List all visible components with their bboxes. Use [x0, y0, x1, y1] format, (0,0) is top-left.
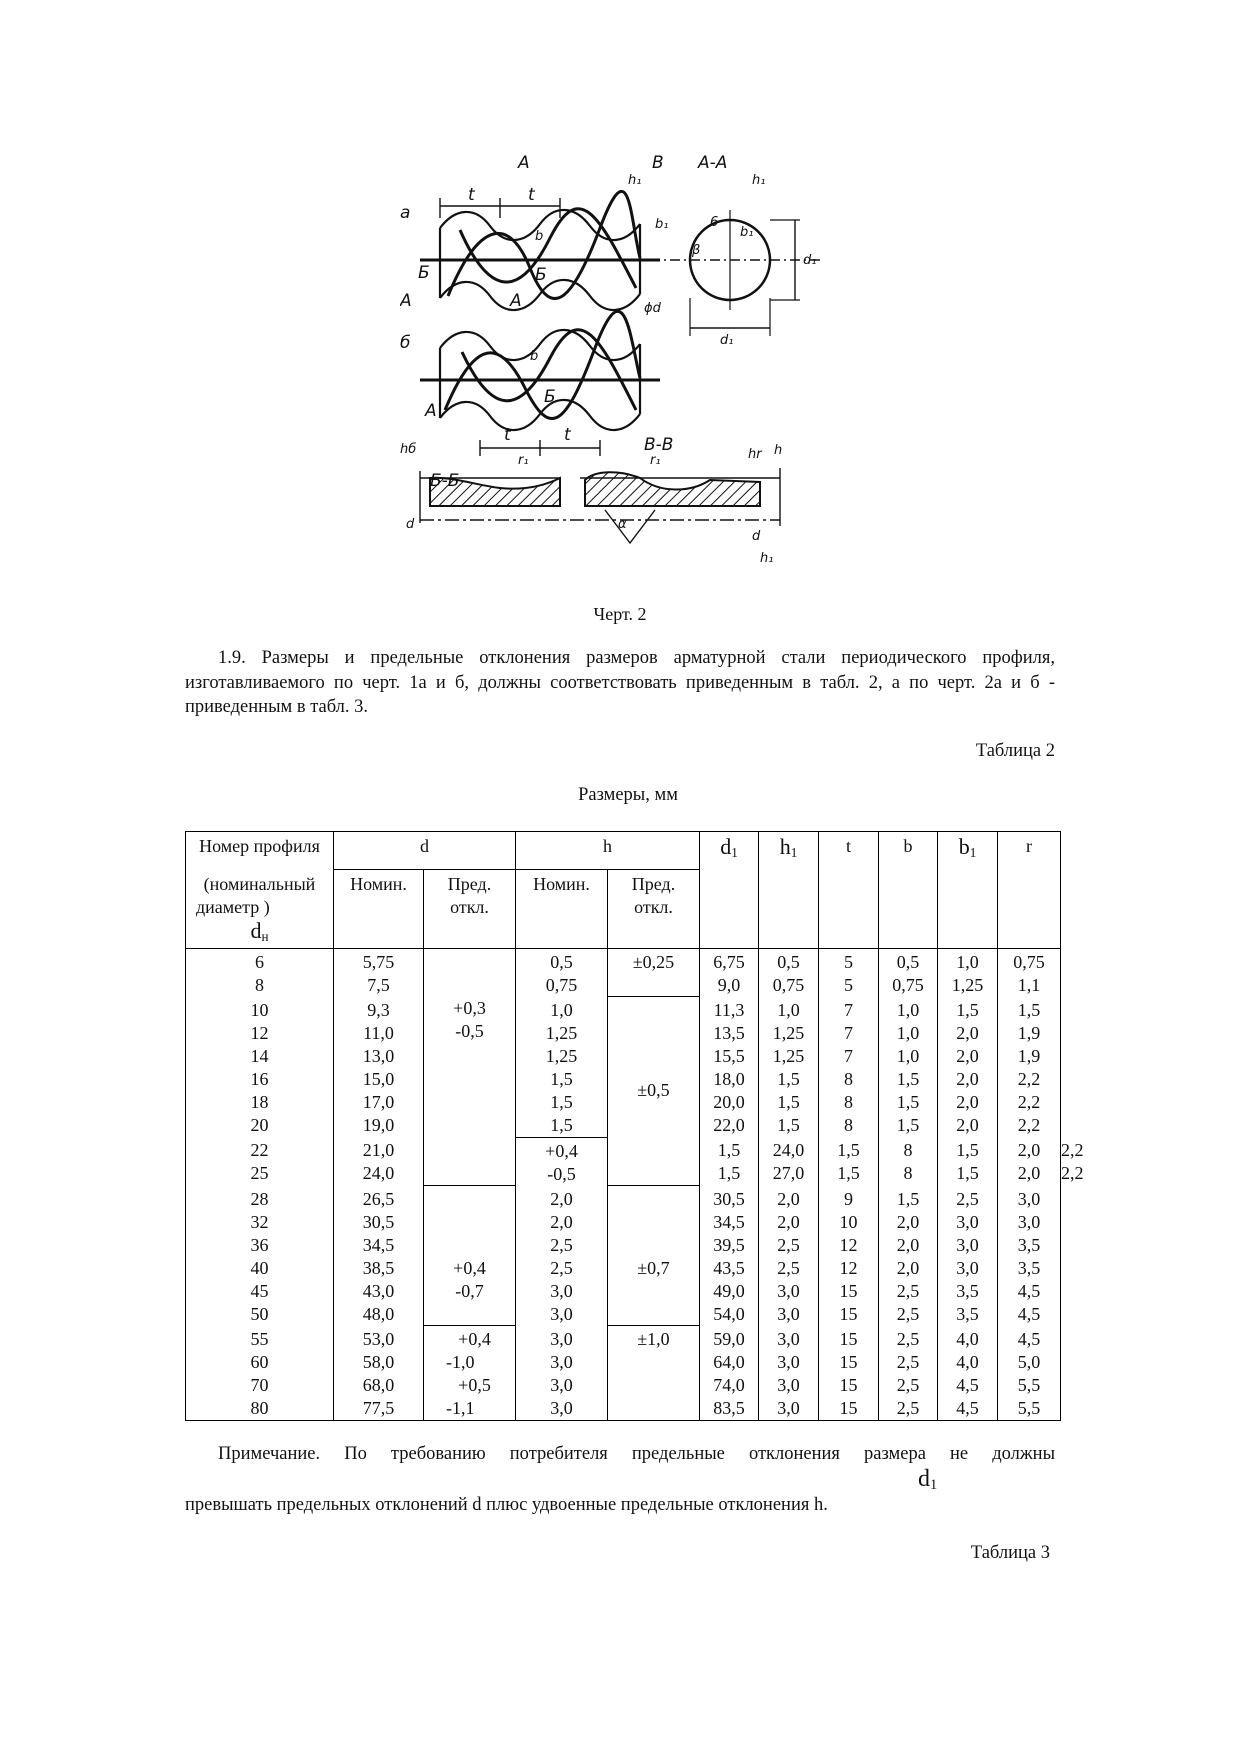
col-d-deviation: +0,4 -1,0 +0,5 -1,1	[424, 1326, 516, 1421]
figure-caption: Черт. 2	[593, 604, 647, 624]
col-b1: 2,5 3,0 3,0 3,0 3,5 3,5	[938, 1186, 998, 1326]
header-nominal-diameter: (номинальный диаметр ) $d_н$	[186, 870, 334, 949]
svg-text:β: β	[692, 243, 701, 258]
svg-text:t: t	[564, 425, 571, 445]
col-b: 1,0 1,0 1,0 1,5 1,5 1,5	[879, 997, 938, 1138]
svg-text:d₁: d₁	[720, 333, 734, 348]
table-row-group-1	[186, 948, 1061, 997]
col-b: 0,5 0,75	[879, 948, 938, 997]
svg-text:Б: Б	[418, 263, 430, 283]
col-d-nominal: 26,5 30,5 34,5 38,5 43,0 48,0	[334, 1186, 424, 1326]
col-h1: 0,5 0,75	[759, 948, 819, 997]
svg-text:В-В: В-В	[644, 435, 674, 455]
col-t: 9 10 12 12 15 15	[819, 1186, 879, 1326]
header-b: b	[879, 832, 938, 949]
header-t: t	[819, 832, 879, 949]
col-h1: 2,0 2,0 2,5 2,5 3,0 3,0	[759, 1186, 819, 1326]
col-profile: 28 32 36 40 45 50	[186, 1186, 334, 1326]
svg-text:А: А	[518, 153, 530, 173]
svg-text:b₁: b₁	[740, 225, 754, 240]
col-b1: 1,0 1,25	[938, 948, 998, 997]
col-d-nominal: 5,75 7,5	[334, 948, 424, 997]
col-d1: 11,3 13,5 15,5 18,0 20,0 22,0	[700, 997, 759, 1138]
col-h-deviation: ±0,7	[608, 1186, 700, 1326]
col-h-nominal: 2,0 2,0 2,5 2,5 3,0 3,0	[516, 1186, 608, 1326]
svg-text:t: t	[468, 185, 475, 205]
header-b1: $b_1$	[938, 832, 998, 949]
svg-text:r₁: r₁	[650, 453, 661, 468]
header-d: d	[334, 832, 516, 870]
col-b: 1,5 2,0 2,0 2,0 2,5 2,5	[879, 1186, 938, 1326]
col-r: 3,0 3,0 3,5 3,5 4,5 4,5	[998, 1186, 1061, 1326]
svg-text:h₁: h₁	[752, 173, 766, 188]
svg-text:А: А	[400, 291, 412, 311]
table-units: Размеры, мм	[578, 785, 678, 805]
col-h-deviation: ±1,0	[608, 1326, 700, 1421]
col-d1: 59,0 64,0 74,0 83,5	[700, 1326, 759, 1421]
table-2	[185, 831, 1084, 1421]
col-d1: 6,75 9,0	[700, 948, 759, 997]
svg-text:d₁: d₁	[803, 253, 817, 268]
col-t: 5 5	[819, 948, 879, 997]
col-d1: 24,0 27,0	[759, 1137, 819, 1186]
table-row-group-3	[186, 1186, 1061, 1326]
bar-b-top-ribs	[440, 330, 640, 360]
svg-text:А: А	[510, 291, 522, 311]
svg-text:А-А: А-А	[698, 153, 728, 173]
header-d-nominal: Номин.	[334, 870, 424, 949]
col-r: 4,5 5,0 5,5 5,5	[998, 1326, 1061, 1421]
header-h-deviation: Пред. откл.	[608, 870, 700, 949]
note-line-1: Примечание. По требованию потребителя предельные отклонения размера не должны	[218, 1444, 1055, 1464]
col-h1: 1,5 1,5	[819, 1137, 879, 1186]
svg-text:d: d	[752, 529, 761, 544]
header-profile-number: Номер профиля	[186, 832, 334, 870]
svg-text:h: h	[774, 443, 783, 458]
col-h-deviation: ±0,25	[608, 948, 700, 997]
col-d-nominal: 53,0 58,0 68,0 77,5	[334, 1326, 424, 1421]
header-r: r	[998, 832, 1061, 949]
svg-text:б: б	[400, 333, 411, 353]
col-h-nominal: 1,5 1,5	[700, 1137, 759, 1186]
svg-text:Б-Б: Б-Б	[430, 471, 460, 491]
note-symbol-d1: $d_1$	[918, 1466, 938, 1493]
col-h-nominal: 3,0 3,0 3,0 3,0	[516, 1326, 608, 1421]
svg-text:r₁: r₁	[518, 453, 529, 468]
col-t: 15 15 15 15	[819, 1326, 879, 1421]
table-2-label: Таблица 2	[975, 741, 1055, 761]
header-h1: $h_1$	[759, 832, 819, 949]
col-h-nominal: 1,0 1,25 1,25 1,5 1,5 1,5	[516, 997, 608, 1138]
svg-text:6: 6	[710, 215, 719, 230]
svg-text:hr: hr	[748, 447, 762, 462]
table-row-group-2a	[186, 997, 1061, 1138]
svg-text:hб: hб	[400, 442, 417, 457]
col-d-deviation-a: +0,3 -0,5	[424, 948, 516, 1186]
section-1-9-paragraph: 1.9. Размеры и предельные отклонения размеров арматурной стали периодического профиля, изготавливаемого по черт. 1а и б, должны соответствовать приведенным в табл. 2, а по черт. 2а и б - приведенным в табл. 3.	[185, 648, 1055, 717]
col-profile: 55 60 70 80	[186, 1326, 334, 1421]
col-d-deviation: +0,4 -0,7	[424, 1186, 516, 1326]
col-b1: 1,5 2,0 2,0 2,0 2,0 2,0	[938, 997, 998, 1138]
col-b1: 2,0 2,0	[998, 1137, 1061, 1186]
svg-text:А: А	[425, 401, 437, 421]
svg-text:d: d	[406, 517, 415, 532]
col-d-nominal: 21,0 24,0	[334, 1137, 424, 1186]
drawing-svg	[400, 148, 880, 588]
svg-text:t: t	[504, 425, 511, 445]
col-profile: 22 25	[186, 1137, 334, 1186]
svg-text:b₁: b₁	[655, 217, 669, 232]
col-r: 0,75 1,1	[998, 948, 1061, 997]
col-d1: 30,5 34,5 39,5 43,5 49,0 54,0	[700, 1186, 759, 1326]
svg-text:α: α	[618, 517, 627, 532]
col-h-deviation: ±0,5	[608, 997, 700, 1186]
svg-text:h₁: h₁	[628, 173, 642, 188]
col-b1: 4,0 4,0 4,5 4,5	[938, 1326, 998, 1421]
col-h1: 3,0 3,0 3,0 3,0	[759, 1326, 819, 1421]
svg-text:а: а	[400, 203, 411, 223]
col-t: 8 8	[879, 1137, 938, 1186]
col-b: 1,5 1,5	[938, 1137, 998, 1186]
col-h-nominal: 0,5 0,75	[516, 948, 608, 997]
col-r: 1,5 1,9 1,9 2,2 2,2 2,2	[998, 997, 1061, 1138]
col-d-deviation-b: +0,4 -0,5	[516, 1137, 608, 1186]
svg-text:b: b	[530, 349, 539, 364]
svg-text:В: В	[652, 153, 664, 173]
header-d-deviation: Пред. откл.	[424, 870, 516, 949]
header-d1: $d_1$	[700, 832, 759, 949]
col-profile: 10 12 14 16 18 20	[186, 997, 334, 1138]
col-profile: 6 8	[186, 948, 334, 997]
col-t: 7 7 7 8 8 8	[819, 997, 879, 1138]
col-b: 2,5 2,5 2,5 2,5	[879, 1326, 938, 1421]
table-row-group-4	[186, 1326, 1061, 1421]
table-3-label: Таблица 3	[970, 1543, 1050, 1563]
col-d-nominal: 9,3 11,0 13,0 15,0 17,0 19,0	[334, 997, 424, 1138]
svg-text:Б: Б	[544, 387, 556, 407]
svg-text:b: b	[535, 229, 544, 244]
svg-text:h₁: h₁	[760, 551, 774, 566]
svg-text:ϕd: ϕd	[644, 301, 661, 316]
rebar-profile-drawing	[400, 148, 880, 588]
svg-text:Б: Б	[535, 265, 547, 285]
col-h1: 1,0 1,25 1,25 1,5 1,5 1,5	[759, 997, 819, 1138]
header-h-nominal: Номин.	[516, 870, 608, 949]
bar-b-bottom-ribs	[440, 400, 640, 430]
table-row-group-2b: 22 25 21,0 24,0 +0,4 -0,5 1,5 1,5 24,0 27,0 1,5 1,5 8 8 1,5 1,5 2,0 2,0 2,2 2,2	[186, 1137, 1061, 1186]
svg-text:t: t	[528, 185, 535, 205]
header-h: h	[516, 832, 700, 870]
note-line-2: превышать предельных отклонений d плюс удвоенные предельные отклонения h.	[185, 1495, 828, 1515]
